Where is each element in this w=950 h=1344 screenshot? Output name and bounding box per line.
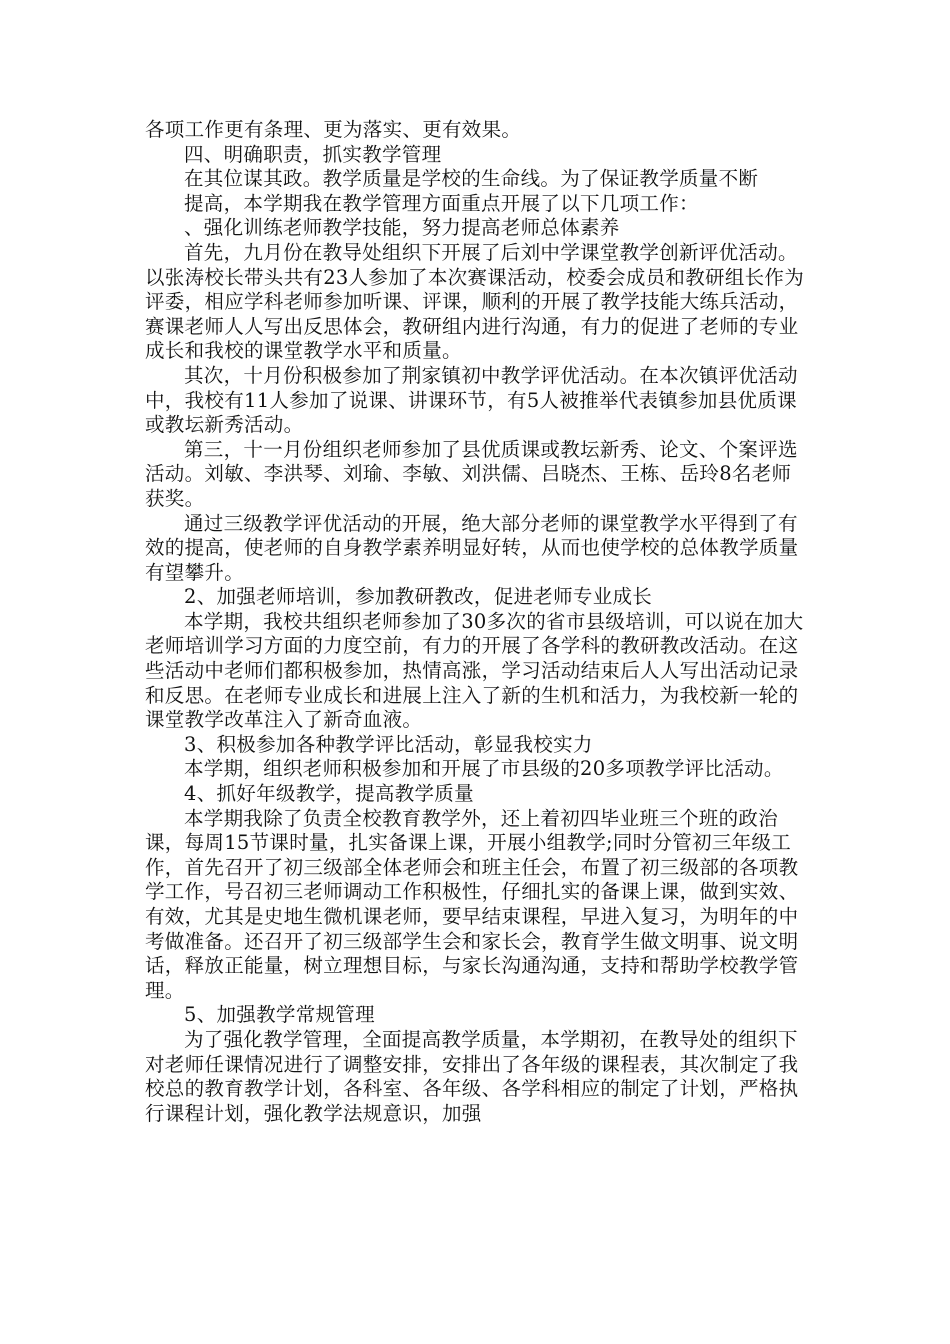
document-body (145, 118, 810, 1126)
paragraph: 本学期，组织老师积极参加和开展了市县级的20多项教学评比活动。 (184, 757, 784, 781)
paragraph: 各项工作更有条理、更为落实、更有效果。 (145, 118, 522, 141)
paragraph: 为了强化教学管理，全面提高教学质量，本学期初，在教导处的组织下对老师任课情况进行了调整安排，安排出了各年级的课程表，其次制定了我校总的教育教学计划，各科室、各年级、各学科相应的制定了计划，严格执行课程计划，强化教学法规意识，加强 (145, 1027, 799, 1125)
subsection-heading: 4、抓好年级教学，提高教学质量 (184, 782, 474, 806)
paragraph: 在其位谋其政。教学质量是学校的生命线。为了保证教学质量不断 (184, 167, 759, 191)
paragraph: 其次，十月份积极参加了荆家镇初中教学评优活动。在本次镇评优活动中，我校有11人参加了说课、讲课环节，有5人被推举代表镇参加县优质课或教坛新秀活动。 (145, 363, 798, 437)
paragraph: 第三，十一月份组织老师参加了县优质课或教坛新秀、论文、个案评选活动。刘敏、李洪琴、刘瑜、李敏、刘洪儒、吕晓杰、王栋、岳玲8名老师获奖。 (145, 437, 798, 510)
paragraph: 提高，本学期我在教学管理方面重点开展了以下几项工作： (184, 191, 699, 215)
subsection-heading: 2、加强老师培训，参加教研教改，促进老师专业成长 (184, 585, 653, 609)
paragraph: 通过三级教学评优活动的开展，绝大部分老师的课堂教学水平得到了有效的提高，使老师的自身教学素养明显好转，从而也使学校的总体教学质量有望攀升。 (145, 511, 799, 584)
paragraph: 本学期，我校共组织老师参加了30多次的省市县级培训，可以说在加大老师培训学习方面的力度空前，有力的开展了各学科的教研教改活动。在这些活动中老师们都积极参加，热情高涨，学习活动结束后人人写出活动记录和反思。在老师专业成长和进展上注入了新的生机和活力，为我校新一轮的课堂教学改革注入了新奇血液。 (145, 609, 804, 732)
subsection-heading: 、强化训练老师教学技能，努力提高老师总体素养 (184, 216, 620, 240)
subsection-heading: 5、加强教学常规管理 (184, 1003, 375, 1027)
section-heading: 四、明确职责，抓实教学管理 (184, 142, 442, 166)
subsection-heading: 3、积极参加各种教学评比活动，彰显我校实力 (184, 732, 593, 756)
paragraph: 本学期我除了负责全校教育教学外，还上着初四毕业班三个班的政治课，每周15节课时量，扎实备课上课，开展小组教学;同时分管初三年级工作，首先召开了初三级部全体老师会和班主任会，布置了初三级部的各项教学工作，号召初三老师调动工作积极性，仔细扎实的备课上课，做到实效、有效，尤其是史地生微机课老师，要早结束课程，早进入复习，为明年的中考做准备。还召开了初三级部学生会和家长会，教育学生做文明事、说文明话，释放正能量，树立理想目标，与家长沟通沟通，支持和帮助学校教学管理。 (145, 806, 799, 1002)
paragraph: 首先，九月份在教导处组织下开展了后刘中学课堂教学创新评优活动。以张涛校长带头共有23人参加了本次赛课活动，校委会成员和教研组长作为评委，相应学科老师参加听课、评课，顺利的开展了教学技能大练兵活动，赛课老师人人写出反思体会，教研组内进行沟通，有力的促进了老师的专业成长和我校的课堂教学水平和质量。 (145, 240, 805, 363)
